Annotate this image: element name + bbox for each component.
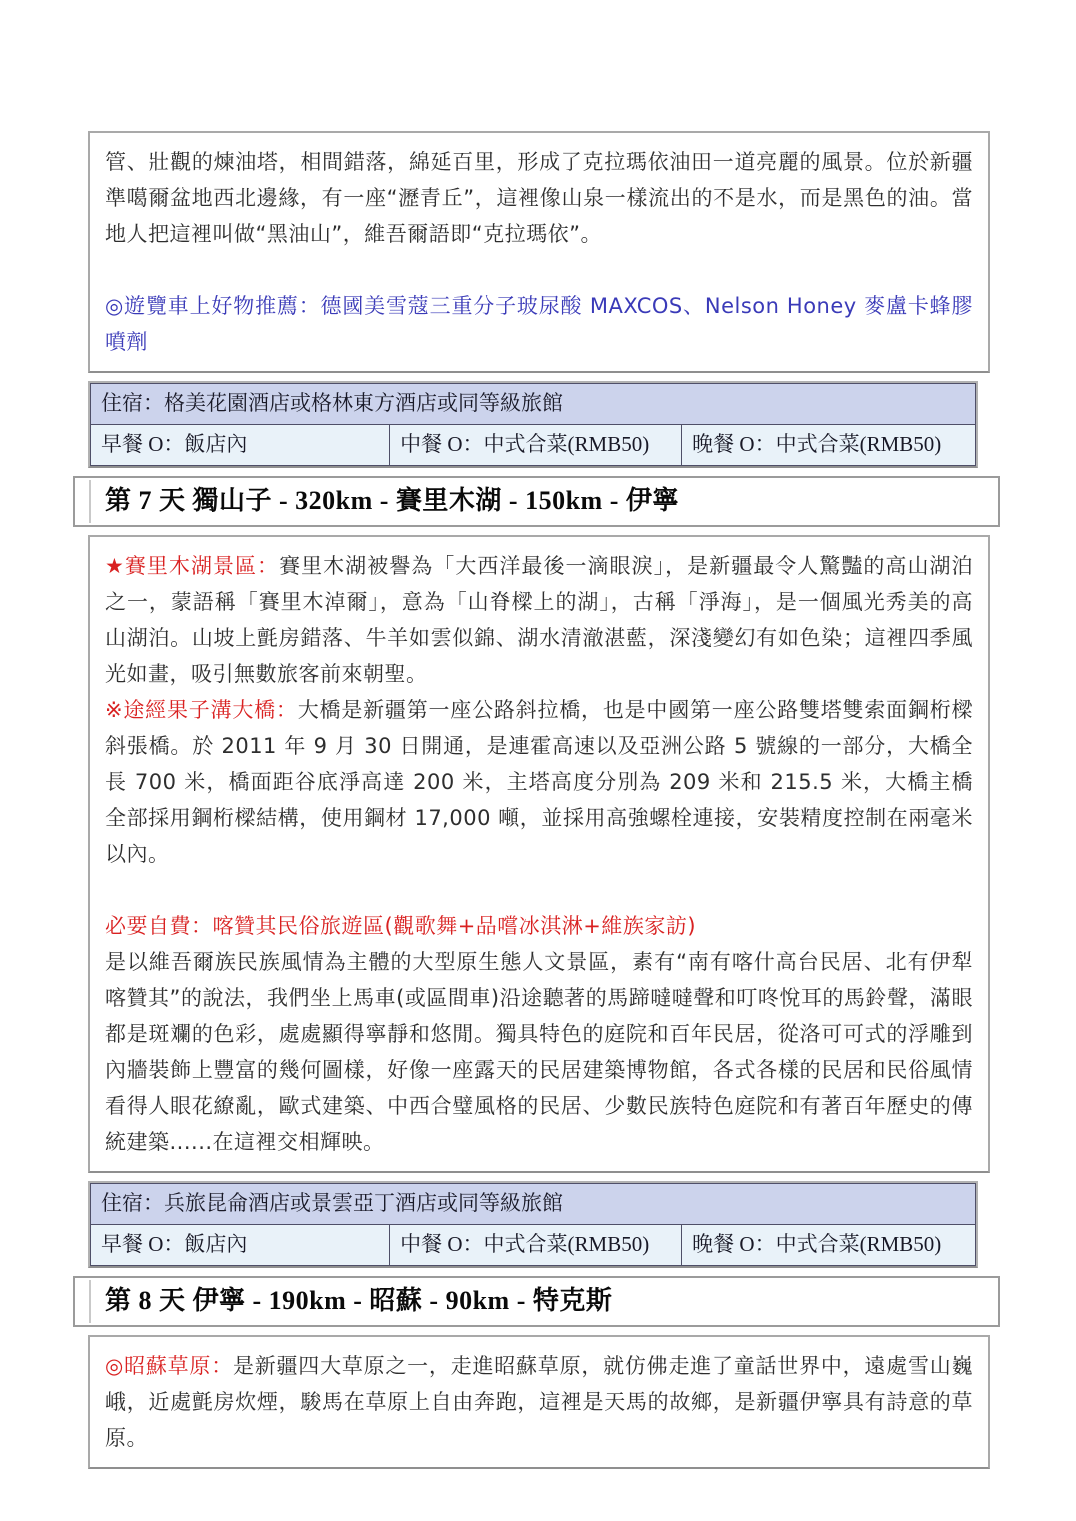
- lunch-cell: 中餐 O：中式合菜(RMB50): [390, 1225, 682, 1266]
- hotel-row: [91, 384, 976, 425]
- zhaosu-grassland-text: 是新疆四大草原之一，走進昭蘇草原，就仿佛走進了童話世界中，遠處雪山巍峨，近處氈房炊煙，駿馬在草原上自由奔跑，這裡是天馬的故鄉，是新疆伊寧具有詩意的草原。: [105, 1354, 973, 1450]
- section-spacer: [88, 1268, 990, 1276]
- breakfast-cell: 早餐 O：飯店內: [91, 1225, 390, 1266]
- zhaosu-grassland-paragraph: [105, 1348, 973, 1456]
- dinner-cell: 晚餐 O：中式合菜(RMB50): [682, 1225, 976, 1266]
- breakfast-cell: 早餐 O：飯店內: [91, 425, 390, 466]
- hotel-cell: 住宿：兵旅昆侖酒店或景雲亞丁酒店或同等級旅館: [91, 1184, 976, 1225]
- section-spacer: [88, 373, 990, 381]
- zhaosu-grassland-label: ◎昭蘇草原：: [105, 1354, 233, 1378]
- lodging-table-2: [88, 1181, 978, 1268]
- guozigou-bridge-text: 大橋是新疆第一座公路斜拉橋，也是中國第一座公路雙塔雙索面鋼桁樑斜張橋。於 2011 年 9 月 30 日開通，是連霍高速以及亞洲公路 5 號線的一部分，大橋全長 700 米，橋面距谷底淨高達 200 米，主塔高度分別為 209 米和 215.5 米，大橋主橋全部採用鋼桁樑結構，使用鋼材 17,000 噸，並採用高強螺栓連接，安裝精度控制在兩毫米以內。: [105, 698, 973, 866]
- hotel-row: [91, 1184, 976, 1225]
- section-spacer: [88, 468, 990, 476]
- intro-paragraph: 管、壯觀的煉油塔，相間錯落，綿延百里，形成了克拉瑪依油田一道亮麗的風景。位於新疆準噶爾盆地西北邊緣，有一座“瀝青丘”，這裡像山泉一樣流出的不是水，而是黑色的油。當地人把這裡叫做“黑油山”，維吾爾語即“克拉瑪依”。: [105, 150, 973, 246]
- day8-header: 第 8 天 伊寧 - 190km - 昭蘇 - 90km - 特克斯: [73, 1276, 1000, 1327]
- bus-promo-line: ◎遊覽車上好物推薦：德國美雪蔻三重分子玻尿酸 MAXCOS、Nelson Honey 麥盧卡蜂膠噴劑: [105, 294, 973, 354]
- sayram-lake-paragraph: [105, 548, 973, 692]
- day7-header: 第 7 天 獨山子 - 320km - 賽里木湖 - 150km - 伊寧: [73, 476, 1000, 527]
- lunch-cell: 中餐 O：中式合菜(RMB50): [390, 425, 682, 466]
- day8-section: [88, 1335, 990, 1469]
- sayram-lake-label: ★賽里木湖景區：: [105, 554, 280, 578]
- lodging-table-1: [88, 381, 978, 468]
- guozigou-bridge-label: ※途經果子溝大橋：: [105, 698, 298, 722]
- meals-row: [91, 425, 976, 466]
- intro-section: [88, 131, 990, 373]
- dinner-cell: 晚餐 O：中式合菜(RMB50): [682, 425, 976, 466]
- day7-section: [88, 535, 990, 1173]
- hotel-cell: 住宿：格美花園酒店或格林東方酒店或同等級旅館: [91, 384, 976, 425]
- self-paid-title: 必要自費：喀贊其民俗旅遊區(觀歌舞+品嚐冰淇淋+維族家訪): [105, 914, 697, 938]
- sayram-lake-text: 賽里木湖被譽為「大西洋最後一滴眼淚」，是新疆最令人驚豔的高山湖泊之一，蒙語稱「賽里木淖爾」，意為「山脊樑上的湖」，古稱「淨海」，是一個風光秀美的高山湖泊。山坡上氈房錯落、牛羊如雲似錦、湖水清澈湛藍，深淺變幻有如色染；這裡四季風光如畫，吸引無數旅客前來朝聖。: [105, 554, 974, 686]
- section-spacer: [88, 1173, 990, 1181]
- kazanqi-paragraph: 是以維吾爾族民族風情為主體的大型原生態人文景區，素有“南有喀什高台民居、北有伊犁喀贊其”的說法，我們坐上馬車(或區間車)沿途聽著的馬蹄噠噠聲和叮咚悅耳的馬鈴聲，滿眼都是斑斕的色彩，處處顯得寧靜和悠閒。獨具特色的庭院和百年民居，從洛可可式的浮雕到內牆裝飾上豐富的幾何圖樣，好像一座露天的民居建築博物館，各式各樣的民居和民俗風情看得人眼花繚亂，歐式建築、中西合璧風格的民居、少數民族特色庭院和有著百年歷史的傳統建築......在這裡交相輝映。: [105, 950, 973, 1154]
- section-spacer: [88, 1327, 990, 1335]
- meals-row: [91, 1225, 976, 1266]
- guozigou-bridge-paragraph: [105, 692, 973, 872]
- section-spacer: [88, 527, 990, 535]
